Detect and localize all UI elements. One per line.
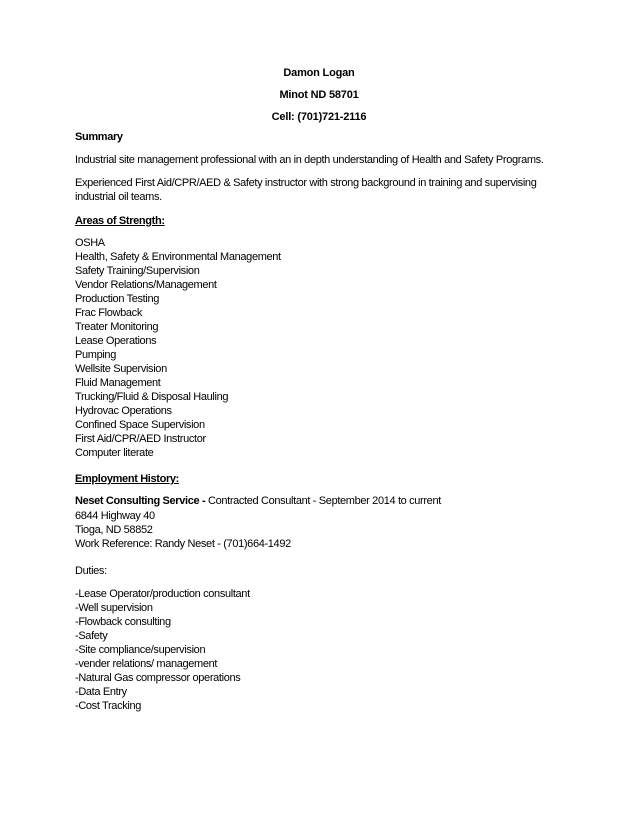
strength-item: Frac Flowback (75, 307, 142, 319)
strength-item: Hydrovac Operations (75, 405, 172, 417)
strength-item: Confined Space Supervision (75, 419, 205, 431)
strengths-heading: Areas of Strength: (75, 215, 165, 227)
strength-item: Lease Operations (75, 335, 157, 347)
strength-item: Pumping (75, 349, 116, 361)
strength-item: Treater Monitoring (75, 321, 159, 333)
duty-item: -Safety (75, 630, 108, 642)
duty-item: -Site compliance/supervision (75, 644, 206, 656)
strength-item: Trucking/Fluid & Disposal Hauling (75, 391, 229, 403)
company-name: Neset Consulting Service - (75, 495, 208, 507)
summary-paragraph-1: Industrial site management professional with an in depth understanding of Health and Safety Programs. (75, 154, 544, 166)
job-title-line (75, 494, 441, 508)
summary-heading: Summary (75, 131, 123, 143)
summary-paragraph-2: Experienced First Aid/CPR/AED & Safety instructor with strong background in training and supervising industrial oil teams. (75, 177, 537, 203)
work-reference: Work Reference: Randy Neset - (701)664-1492 (75, 538, 291, 550)
duties-label: Duties: (75, 565, 107, 577)
duty-item: -Flowback consulting (75, 616, 171, 628)
strength-item: Wellsite Supervision (75, 363, 167, 375)
strength-item: Vendor Relations/Management (75, 279, 217, 291)
duty-item: -Data Entry (75, 686, 127, 698)
strength-item: Computer literate (75, 447, 154, 459)
job-role: Contracted Consultant - September 2014 to current (207, 495, 441, 507)
duty-item: -vender relations/ management (75, 658, 218, 670)
company-address-line-1: 6844 Highway 40 (75, 510, 155, 522)
employment-heading: Employment History: (75, 473, 179, 485)
duty-item: -Natural Gas compressor operations (75, 672, 241, 684)
duty-item: -Lease Operator/production consultant (75, 588, 250, 600)
strengths-list (75, 236, 281, 460)
applicant-location: Minot ND 58701 (279, 89, 359, 101)
strength-item: Fluid Management (75, 377, 161, 389)
applicant-cell: Cell: (701)721-2116 (271, 111, 367, 123)
duty-item: -Cost Tracking (75, 700, 142, 712)
duty-item: -Well supervision (75, 602, 153, 614)
company-address-line-2: Tioga, ND 58852 (75, 524, 153, 536)
duties-list (75, 587, 250, 713)
strength-item: Safety Training/Supervision (75, 265, 200, 277)
applicant-name: Damon Logan (283, 67, 355, 79)
strength-item: Production Testing (75, 293, 159, 305)
strength-item: Health, Safety & Environmental Management (75, 251, 281, 263)
strength-item: First Aid/CPR/AED Instructor (75, 433, 206, 445)
strength-item: OSHA (75, 237, 105, 249)
